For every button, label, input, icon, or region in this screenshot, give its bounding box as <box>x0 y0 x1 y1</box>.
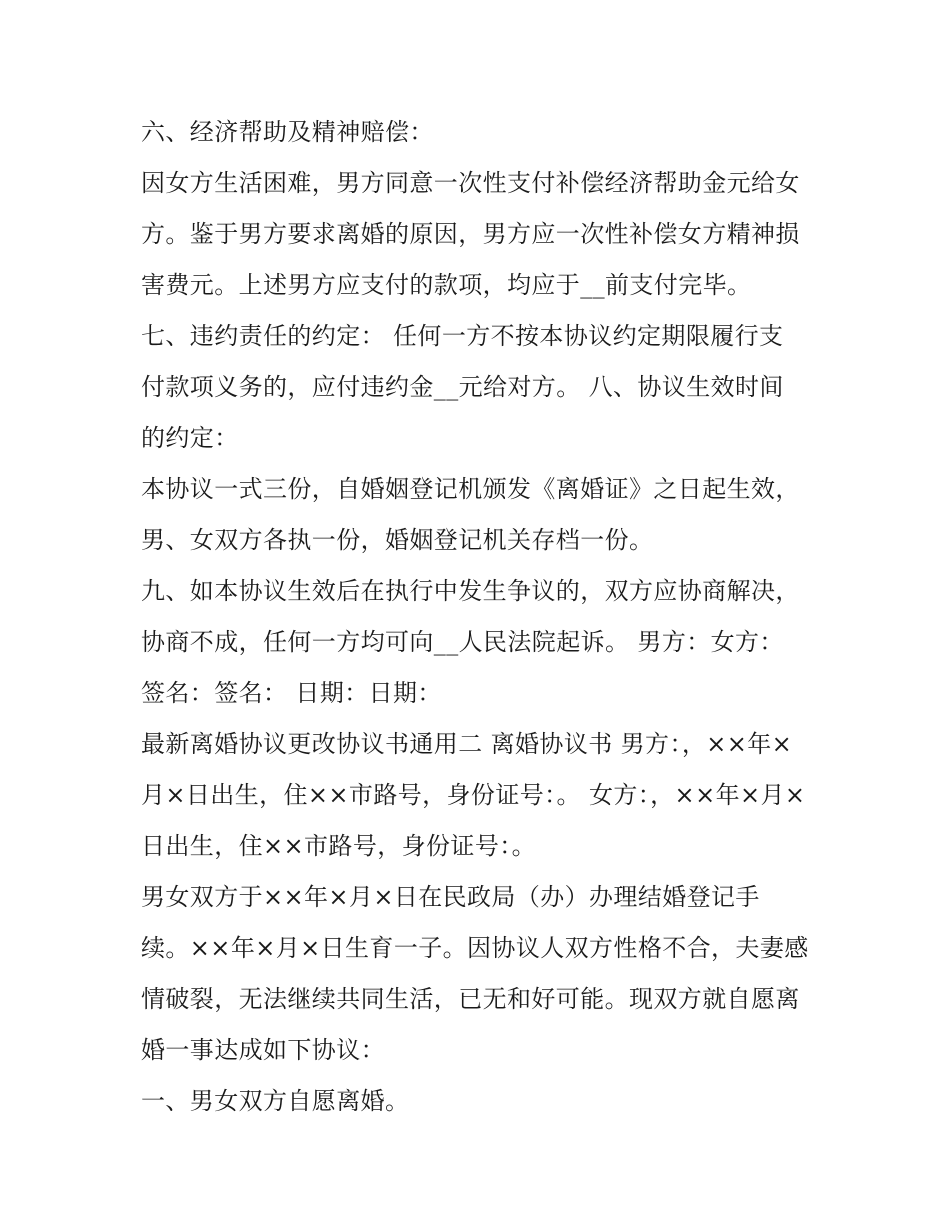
text-line: 情破裂，无法继续共同生活，已无和好可能。现双方就自愿离 <box>141 985 800 1013</box>
section-heading-6: 六、经济帮助及精神赔偿： <box>141 118 434 146</box>
text-line: 男女双方于××年×月×日在民政局（办）办理结婚登记手 <box>141 883 760 911</box>
signature-line: 签名：签名： 日期：日期： <box>141 679 442 707</box>
text-line: 婚一事达成如下协议： <box>141 1036 385 1064</box>
text-line: 日出生，住××市路号，身份证号：。 <box>141 832 537 860</box>
document-title-line: 最新离婚协议更改协议书通用二 离婚协议书 男方：，××年× <box>141 730 793 758</box>
section-heading-9: 九、如本协议生效后在执行中发生争议的，双方应协商解决， <box>141 577 800 605</box>
text-line: 男、女双方各执一份，婚姻登记机关存档一份。 <box>141 526 654 554</box>
section-heading-7: 七、违约责任的约定： 任何一方不按本协议约定期限履行支 <box>141 322 784 350</box>
text-line: 害费元。上述男方应支付的款项，均应于__前支付完毕。 <box>141 271 752 299</box>
text-line: 本协议一式三份，自婚姻登记机颁发《离婚证》之日起生效， <box>141 475 800 503</box>
text-line: 续。××年×月×日生育一子。因协议人双方性格不合，夫妻感 <box>141 934 809 962</box>
text-line: 月×日出生，住××市路号，身份证号：。 女方：，××年×月× <box>141 781 806 809</box>
document-body <box>141 107 821 1127</box>
text-line: 付款项义务的，应付违约金__元给对方。 八、协议生效时间 <box>141 373 784 401</box>
text-line: 因女方生活困难，男方同意一次性支付补偿经济帮助金元给女 <box>141 169 800 197</box>
text-line: 协商不成，任何一方均可向__人民法院起诉。 男方：女方： <box>141 628 784 656</box>
section-heading-1: 一、男女双方自愿离婚。 <box>141 1087 410 1115</box>
text-line: 方。鉴于男方要求离婚的原因，男方应一次性补偿女方精神损 <box>141 220 800 248</box>
text-line: 的约定： <box>141 424 239 452</box>
